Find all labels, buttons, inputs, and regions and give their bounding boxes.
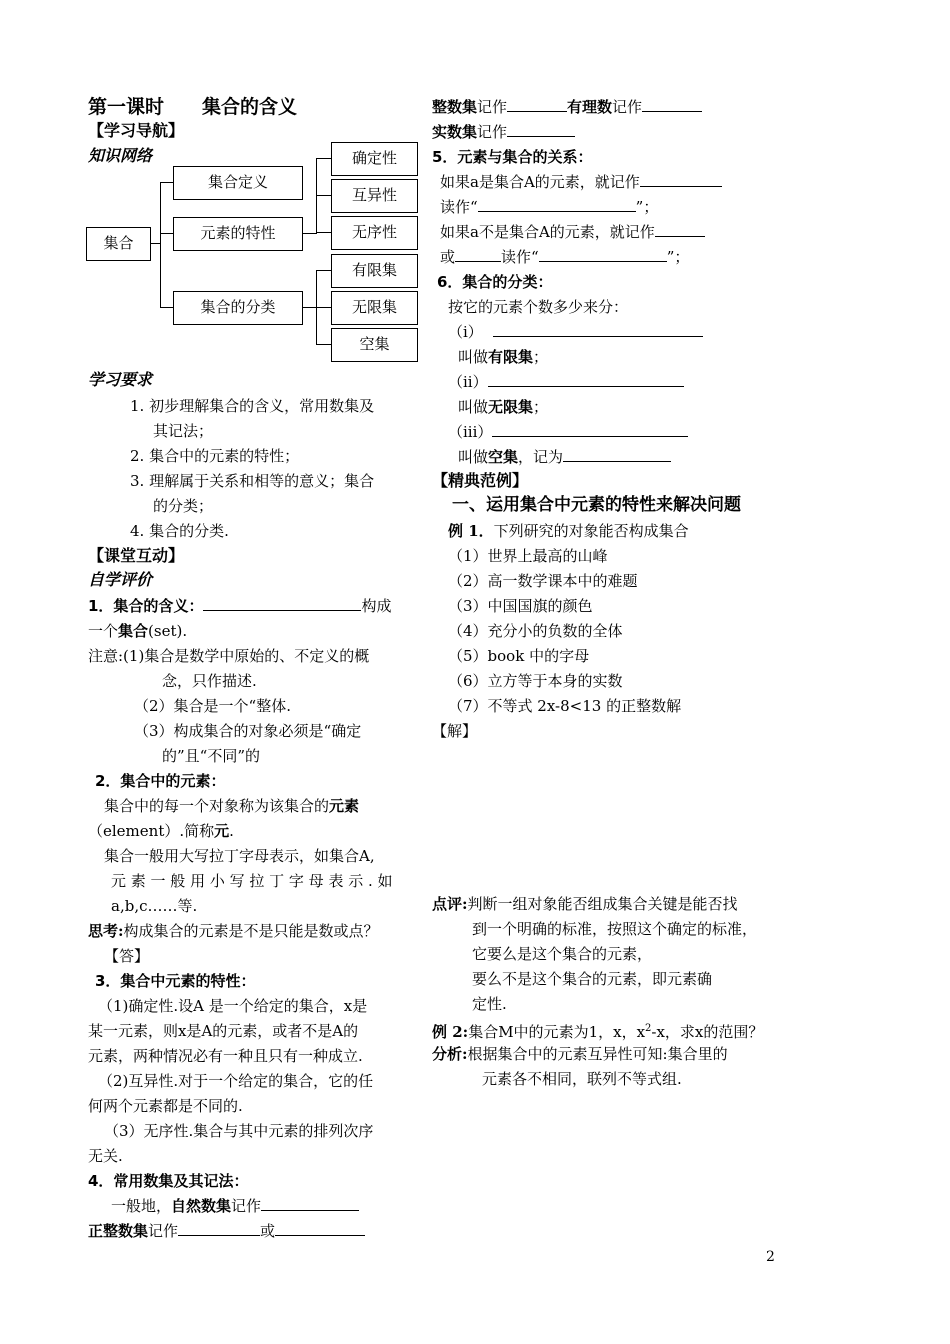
diagram-properties: 元素的特性	[173, 217, 303, 251]
section-4-line: 正整数集记作 或	[88, 1221, 365, 1241]
section-6-line: 按它的元素个数多少来分：	[448, 298, 629, 316]
section-2-line: 集合一般用大写拉丁字母表示，如集合A,	[104, 847, 375, 865]
example-2: 例 2:集合M中的元素为1，x，$x^2-x$，求x的范围？	[432, 1023, 764, 1041]
diagram-definition: 集合定义	[173, 166, 303, 200]
comment-line: 它要么是这个集合的元素，	[472, 945, 653, 963]
comment-line: 要么不是这个集合的元素，即元素确	[472, 970, 713, 988]
comment-line: 点评:判断一组对象能否组成集合关键是能否找	[432, 895, 738, 913]
section-2-heading: 2．集合中的元素：	[95, 772, 226, 790]
blank	[507, 122, 575, 137]
section-6-line: 叫做空集，记为	[458, 447, 671, 467]
blank	[507, 97, 567, 112]
note-3-cont: 的”且“不同”的	[162, 747, 261, 765]
section-3-heading: 3．集合中元素的特性：	[95, 972, 256, 990]
requirement-item: 3. 理解属于关系和相等的意义；集合	[130, 472, 375, 490]
section-5-line: 或 读作“ ”；	[440, 248, 690, 266]
analysis-line: 分析:根据集合中的元素互异性可知:集合里的	[432, 1045, 728, 1063]
section-5-line: 如果a是集合A的元素，就记作	[440, 172, 722, 192]
diagram-root: 集合	[86, 227, 151, 261]
connector	[302, 307, 317, 308]
note-1: 注意:(1)集合是数学中原始的、不定义的概	[88, 647, 370, 665]
example-1-item: （1）世界上最高的山峰	[448, 547, 608, 565]
blank	[539, 247, 667, 262]
section-5-line: 读作“ ”；	[440, 198, 659, 216]
note-1-cont: 念，只作描述.	[162, 672, 257, 690]
blank	[492, 422, 688, 437]
page-number: 2	[766, 1249, 775, 1265]
section-6-line: 叫做无限集；	[458, 398, 549, 416]
requirement-item: 1. 初步理解集合的含义，常用数集及	[130, 397, 375, 415]
requirement-item: 4. 集合的分类.	[130, 522, 229, 540]
blank	[178, 1221, 260, 1236]
blank	[642, 97, 702, 112]
class-interaction-header: 【课堂互动】	[88, 546, 185, 565]
section-2-line: a,b,c……等.	[111, 897, 198, 915]
comment-line: 到一个明确的标准，按照这个确定的标准，	[472, 920, 758, 938]
connector	[316, 307, 331, 308]
example-1-item: （5）book 中的字母	[448, 647, 590, 665]
section-5-line: 如果a不是集合A的元素，就记作	[440, 222, 705, 242]
connector	[302, 233, 317, 234]
connector	[316, 158, 331, 159]
note-2: （2）集合是一个“整体.	[134, 697, 291, 715]
requirements-title: 学习要求	[88, 370, 153, 389]
diagram-distinctness: 互异性	[331, 179, 418, 213]
number-sets-line: 整数集记作 有理数记作	[432, 97, 702, 117]
connector	[316, 195, 331, 196]
analysis-line: 元素各不相同，联列不等式组.	[482, 1070, 682, 1088]
diagram-unordered: 无序性	[331, 216, 418, 250]
blank	[455, 247, 501, 262]
blank	[493, 322, 703, 337]
section-6-line: （ii）	[448, 372, 684, 392]
section-5-heading: 5．元素与集合的关系：	[432, 148, 593, 166]
section-4-heading: 4．常用数集及其记法：	[88, 1172, 249, 1190]
diagram-classification: 集合的分类	[173, 291, 303, 325]
example-1-item: （4）充分小的负数的全体	[448, 622, 623, 640]
nav-header: 【学习导航】	[88, 121, 185, 140]
section-2-line: 集合中的每一个对象称为该集合的元素	[104, 797, 360, 815]
example-1-item: （3）中国国旗的颜色	[448, 597, 593, 615]
answer-label: 【答】	[104, 947, 150, 965]
blank	[563, 447, 671, 462]
think-question: 思考:构成集合的元素是不是只能是数或点？	[88, 922, 379, 940]
comment-line: 定性.	[472, 995, 507, 1013]
self-evaluation-title: 自学评价	[88, 570, 153, 589]
connector	[316, 270, 331, 271]
network-title: 知识网络	[88, 146, 153, 165]
diagram-finite-set: 有限集	[331, 254, 418, 288]
blank	[478, 197, 636, 212]
requirement-item: 其记法；	[153, 422, 214, 440]
connector	[160, 307, 173, 308]
example-1-item: （6）立方等于本身的实数	[448, 672, 623, 690]
connector	[160, 233, 173, 234]
examples-section-title: 一、运用集合中元素的特性来解决问题	[452, 495, 741, 515]
diagram-determinacy: 确定性	[331, 142, 418, 176]
section-6-heading: 6．集合的分类：	[437, 273, 553, 291]
blank	[655, 222, 705, 237]
section-3-line: 元素，两种情况必有一种且只有一种成立.	[88, 1047, 363, 1065]
example-1-item: （2）高一数学课本中的难题	[448, 572, 638, 590]
note-3: （3）构成集合的对象必须是“确定	[134, 722, 362, 740]
section-6-line: 叫做有限集；	[458, 348, 549, 366]
section-4-line: 一般地，自然数集记作	[111, 1196, 359, 1216]
section-1-line2: 一个集合(set).	[88, 622, 188, 640]
section-3-line: （1)确定性.设A 是一个给定的集合，x是	[98, 997, 368, 1015]
section-3-line: 无关.	[88, 1147, 123, 1165]
section-3-line: 某一元素，则x是A的元素，或者不是A的	[88, 1022, 359, 1040]
section-1-line: 1．集合的含义： 构成	[88, 597, 392, 615]
solution-label: 【解】	[432, 722, 478, 740]
lesson-title: 第一课时 集合的含义	[88, 96, 298, 118]
diagram-infinite-set: 无限集	[331, 291, 418, 325]
connector	[160, 182, 161, 308]
example-1-item: （7）不等式 2x-8<13 的正整数解	[448, 697, 682, 715]
blank	[640, 172, 722, 187]
section-2-line: （element）.简称元.	[88, 822, 234, 840]
connector	[316, 344, 331, 345]
blank	[203, 596, 361, 611]
blank	[275, 1221, 365, 1236]
connector	[316, 232, 331, 233]
example-1-question: 例 1．下列研究的对象能否构成集合	[448, 522, 689, 540]
connector	[160, 182, 173, 183]
blank	[488, 372, 684, 387]
examples-header: 【精典范例】	[432, 471, 529, 490]
diagram-empty-set: 空集	[331, 328, 418, 362]
real-set-line: 实数集记作	[432, 122, 575, 142]
blank	[261, 1196, 359, 1211]
requirement-item: 的分类；	[153, 497, 214, 515]
section-3-line: 何两个元素都是不同的.	[88, 1097, 243, 1115]
section-6-line: （i）	[448, 322, 703, 342]
section-3-line: （3）无序性.集合与其中元素的排列次序	[104, 1122, 374, 1140]
section-3-line: （2)互异性.对于一个给定的集合，它的任	[98, 1072, 374, 1090]
section-2-line: 元 素 一 般 用 小 写 拉 丁 字 母 表 示 . 如	[111, 872, 393, 890]
requirement-item: 2. 集合中的元素的特性；	[130, 447, 300, 465]
section-6-line: （iii）	[448, 422, 688, 442]
